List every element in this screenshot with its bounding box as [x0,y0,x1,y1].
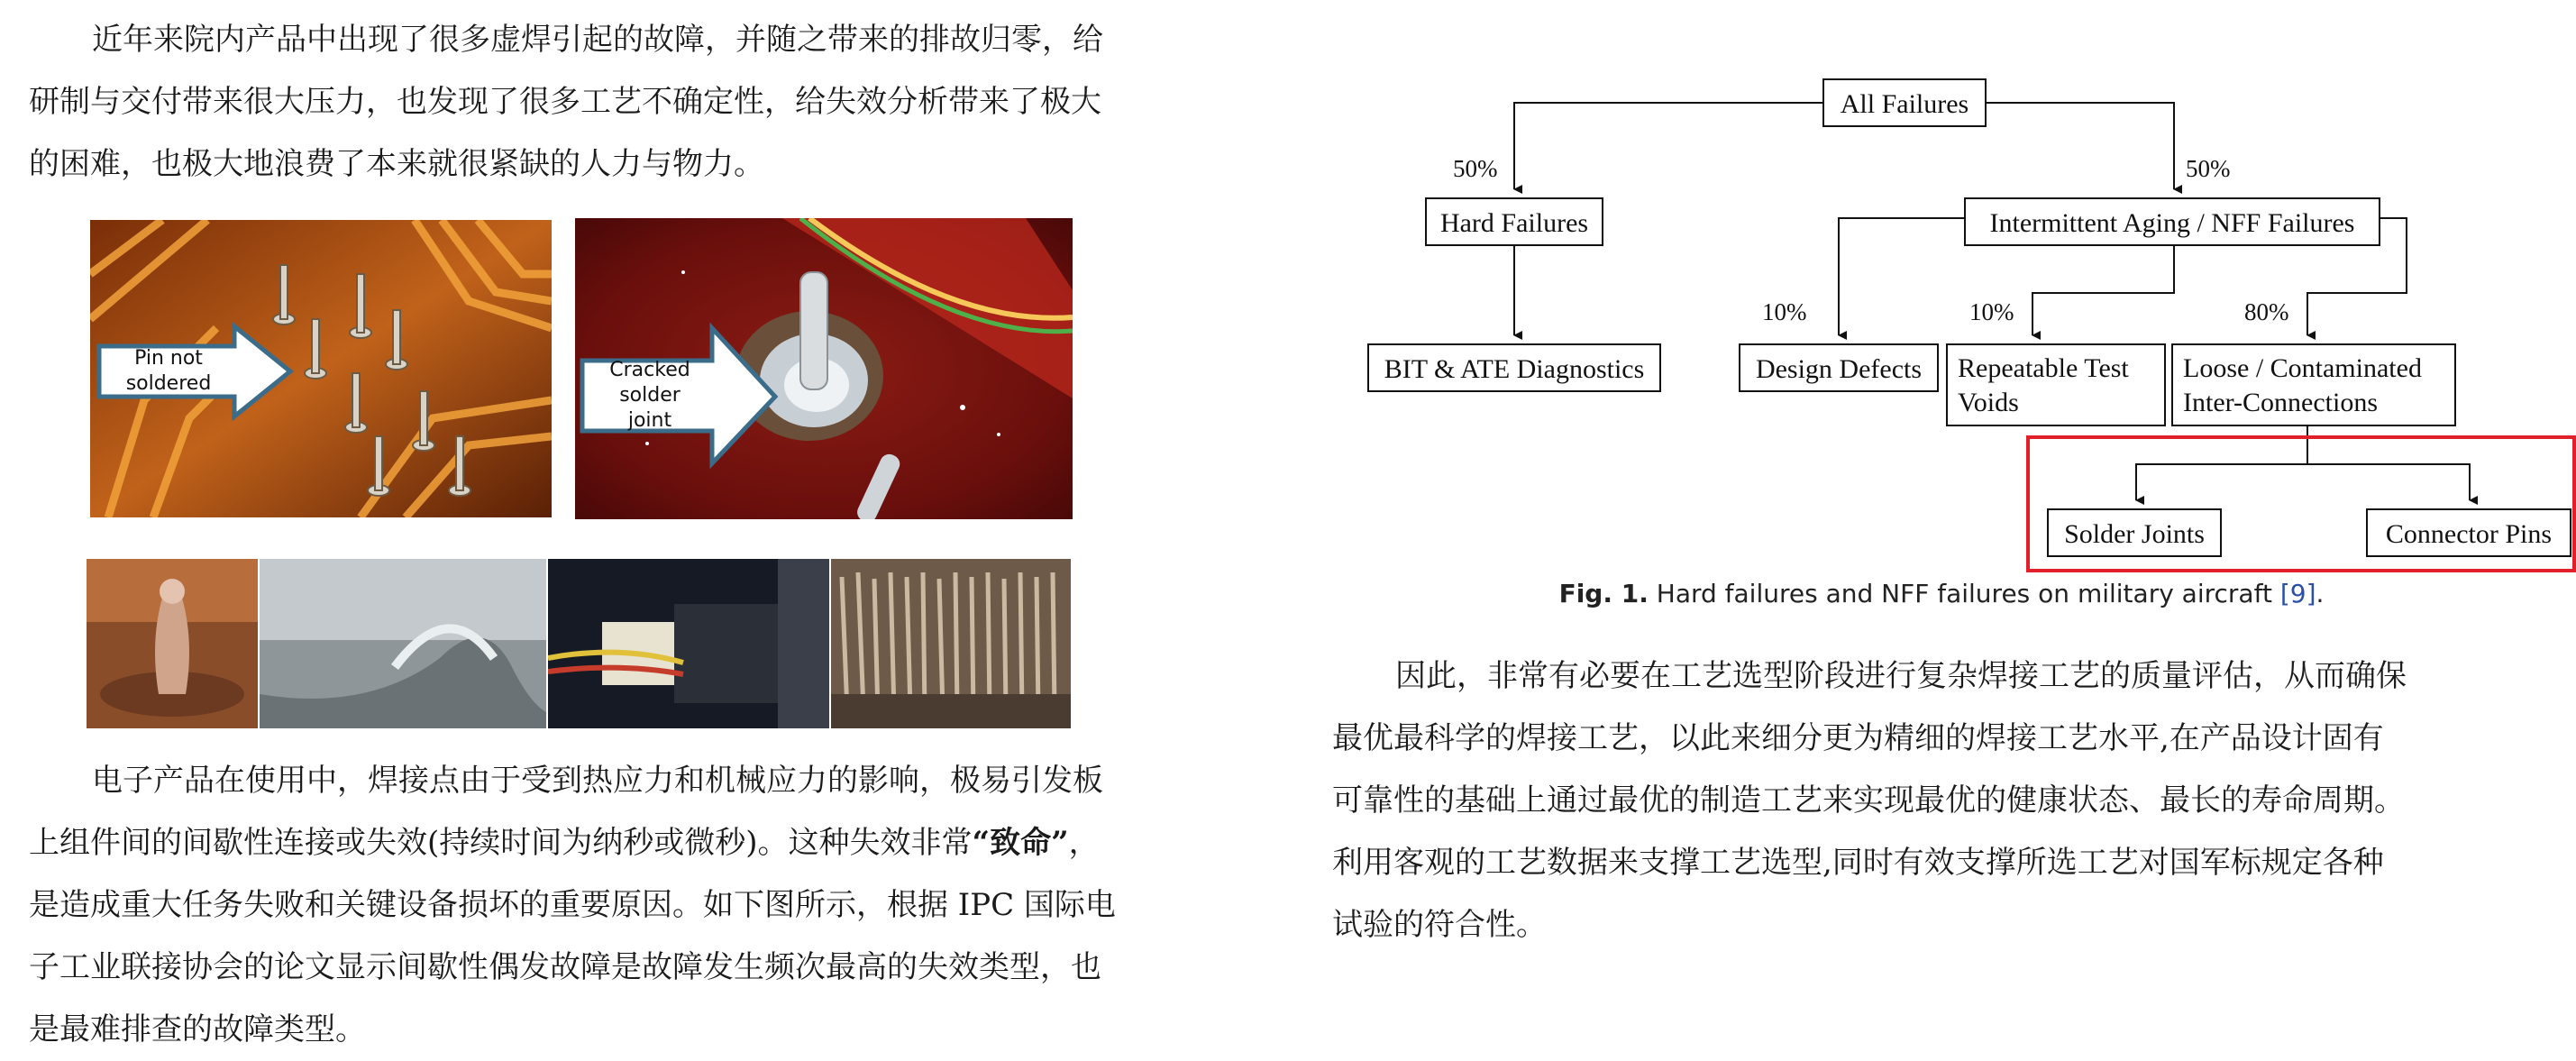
figure-caption [1307,579,2576,608]
callout-line: joint [627,409,672,432]
label-loose-1: Loose / Contaminated [2183,353,2422,383]
label-repeatable-1: Repeatable Test [1958,353,2129,383]
text-line: 的困难，也极大地浪费了本来就很紧缺的人力与物力。 [29,146,764,182]
label-design-defects: Design Defects [1755,354,1923,384]
photo-pin-not-soldered [90,220,552,517]
label-intermittent: Intermittent Aging / NFF Failures [1989,208,2355,238]
pct-loose: 80% [2244,298,2289,325]
pct-repeatable: 10% [1969,298,2014,325]
callout-cracked-solder-joint [582,359,717,432]
pct-hard: 50% [1453,155,1498,182]
pct-intermittent: 50% [2186,155,2231,182]
label-all-failures: All Failures [1840,89,1969,119]
text-line: 子工业联接协会的论文显示间歇性偶发故障是故障发生频次最高的失效类型，也 [29,949,1101,985]
caption-fig-label: Fig. 1. [1558,579,1649,608]
text-line: 可靠性的基础上通过最优的制造工艺来实现最优的健康状态、最长的寿命周期。 [1332,782,2405,819]
text-line: 因此，非常有必要在工艺选型阶段进行复杂焊接工艺的质量评估，从而确保 [1395,658,2407,694]
label-loose-2: Inter-Connections [2183,388,2379,417]
photo-solder-fillet-gray [260,559,546,728]
callout-line: Cracked solder [609,359,690,407]
label-solder-joints: Solder Joints [2064,519,2205,549]
caption-tail: . [2316,579,2325,608]
caption-reference-link[interactable]: [9] [2279,579,2316,608]
text-line [29,812,1116,874]
text-span: ， [1068,825,1100,861]
photo-connector-wires [548,559,829,728]
label-connector-pins: Connector Pins [2385,519,2553,549]
bold-text: “致命” [972,825,1069,861]
text-line: 试验的符合性。 [1332,907,1547,943]
text-line: 电子产品在使用中，焊接点由于受到热应力和机械应力的影响，极易引发板 [92,763,1103,799]
failure-tree-diagram [1307,54,2576,586]
photo-pin-array [831,559,1071,728]
label-bit-ate: BIT & ATE Diagnostics [1384,354,1645,384]
caption-text: Hard failures and NFF failures on military aircraft [1648,579,2280,608]
text-line: 最优最科学的焊接工艺，以此来细分更为精细的焊接工艺水平,在产品设计固有 [1332,720,2384,756]
label-hard-failures: Hard Failures [1439,208,1589,238]
text-line: 是造成重大任务失败和关键设备损坏的重要原因。如下图所示，根据 IPC 国际电 [29,887,1116,923]
text-line: 近年来院内产品中出现了很多虚焊引起的故障，并随之带来的排故归零，给 [92,22,1103,58]
text-line: 利用客观的工艺数据来支撑工艺选型,同时有效支撑所选工艺对国军标规定各种 [1332,845,2384,881]
photo-cracked-solder-joint [575,218,1073,519]
photo-solder-pin-closeup [87,559,258,728]
text-line: 研制与交付带来很大压力，也发现了很多工艺不确定性，给失效分析带来了极大 [29,84,1101,120]
body-paragraph-left [29,750,1116,1061]
callout-pin-not-soldered: Pin not soldered [125,347,212,395]
body-paragraph-right [1332,645,2407,956]
pct-design: 10% [1762,298,1807,325]
text-span: 上组件间的间歇性连接或失效(持续时间为纳秒或微秒)。这种失效非常 [29,825,973,861]
text-line: 是最难排查的故障类型。 [29,1011,366,1047]
label-repeatable-2: Voids [1958,388,2019,417]
intro-paragraph [29,9,1103,196]
